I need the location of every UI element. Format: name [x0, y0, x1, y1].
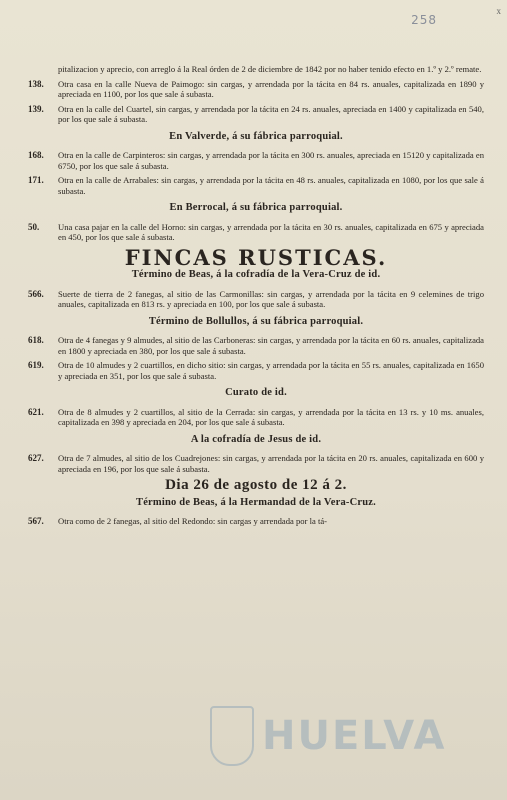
continued-text: pitalizacion y aprecio, con arreglo á la Real órden de 2 de diciembre de 1842 por no haber tenido efecto en 1.º y 2.º remate.	[58, 64, 482, 74]
entry-number: 171.	[28, 175, 44, 185]
section-heading: Término de Beas, á la Hermandad de la Vera-Cruz.	[135, 496, 376, 508]
entry-text: Otra como de 2 fanegas, al sitio del Redondo: sin cargas y arrendada por la tá-	[58, 516, 328, 526]
entry-number: 50.	[28, 221, 40, 232]
corner-mark: x	[496, 6, 501, 16]
entry-number: 566.	[28, 288, 44, 299]
entry-text: Otra casa en la calle Nueva de Paimogo: sin cargas, y arrendada por la tácita en 84 rs. anuales, capitalizada en 1890 y apreciada en 1100, por los que sale á subasta.	[58, 78, 484, 99]
document-body	[28, 64, 484, 531]
page-number: 258	[411, 13, 437, 27]
main-title: FINCAS RUSTICAS.	[124, 244, 388, 270]
listing-entry	[28, 516, 484, 527]
auction-date: Dia 26 de agosto de 12 á 2.	[165, 477, 347, 493]
entry-text: Suerte de tierra de 2 fanegas, al sitio de las Carmonillas: sin cargas, y arrendada por la tácita en 9 celemines de trigo anuales, capitalizada en 813 rs. y apreciada en 100, por los que sale á subasta.	[58, 288, 484, 309]
watermark	[210, 706, 446, 766]
entry-number: 138.	[28, 78, 44, 89]
entry-text: Otra en la calle de Arrabales: sin cargas, y arrendada por la tácita en 48 rs. anuales, capitalizada en 1080, por los que sale á subasta.	[58, 175, 484, 196]
entry-text: Otra en la calle del Cuartel, sin cargas, y arrendada por la tácita en 24 rs. anuales, apreciada en 1400 y capitalizada en 540, por los que sale á subasta.	[58, 103, 484, 124]
entry-number: 619.	[28, 360, 44, 370]
listing-entry	[28, 289, 484, 310]
section-heading: Curato de id.	[225, 387, 287, 398]
entry-number: 618.	[28, 335, 44, 345]
listing-entry	[28, 453, 484, 474]
entry-text: Otra de 7 almudes, al sitio de los Cuadrejones: sin cargas, y arrendada por la tácita en 20 rs. anuales, capitalizada en 600 y apreciada en 196, por los que sale á subasta.	[58, 453, 484, 474]
listing-entry	[28, 222, 484, 243]
entry-text: Otra de 8 almudes y 2 cuartillos, al sitio de la Cerrada: sin cargas, y arrendada por la tácita en 13 rs. y 10 ms. anuales, capitalizada en 398 y apreciada en 204, por los que sale á subasta.	[58, 406, 484, 427]
entry-text: Otra de 10 almudes y 2 cuartillos, en dicho sitio: sin cargas, y arrendada por la tácita en 55 rs. anuales, capitalizada en 1650 y apreciada en 351, por los que sale á subasta.	[58, 360, 484, 381]
entry-number: 627.	[28, 453, 44, 463]
watermark-text: HUELVA	[262, 713, 447, 759]
section-heading: A la cofradía de Jesus de id.	[190, 433, 322, 445]
entry-text: Otra en la calle de Carpinteros: sin cargas, y arrendada por la tácita en 300 rs. anuales, apreciada en 15120 y capitalizada en 6750, por los que sale á subasta.	[58, 150, 484, 171]
entry-number: 168.	[28, 150, 44, 160]
entry-number: 139.	[28, 103, 44, 114]
listing-entry	[28, 335, 484, 356]
listing-entry	[28, 104, 484, 125]
section-heading: Término de Bollullos, á su fábrica parroquial.	[148, 315, 364, 327]
listing-entry	[28, 150, 484, 171]
entry-text: Otra de 4 fanegas y 9 almudes, al sitio de las Carboneras: sin cargas, y arrendada por la tácita en 60 rs. anuales, capitalizada en 1800 y apreciada en 380, por los que sale á subasta.	[58, 335, 484, 356]
entry-number: 567.	[28, 516, 44, 526]
listing-entry	[28, 360, 484, 381]
listing-entry	[28, 79, 484, 100]
section-heading: Término de Beas, á la cofradía de la Vera-Cruz de id.	[131, 269, 381, 280]
shield-icon	[210, 706, 254, 766]
section-heading: En Valverde, á su fábrica parroquial.	[169, 130, 343, 142]
entry-text: Una casa pajar en la calle del Horno: sin cargas, y arrendada por la tácita en 30 rs. anuales, capitalizada en 675 y apreciada en 450, por los que sale á subasta.	[58, 221, 484, 242]
entry-number: 621.	[28, 406, 44, 417]
listing-entry	[28, 407, 484, 428]
listing-entry	[28, 175, 484, 196]
section-heading: En Berrocal, á su fábrica parroquial.	[169, 202, 343, 213]
